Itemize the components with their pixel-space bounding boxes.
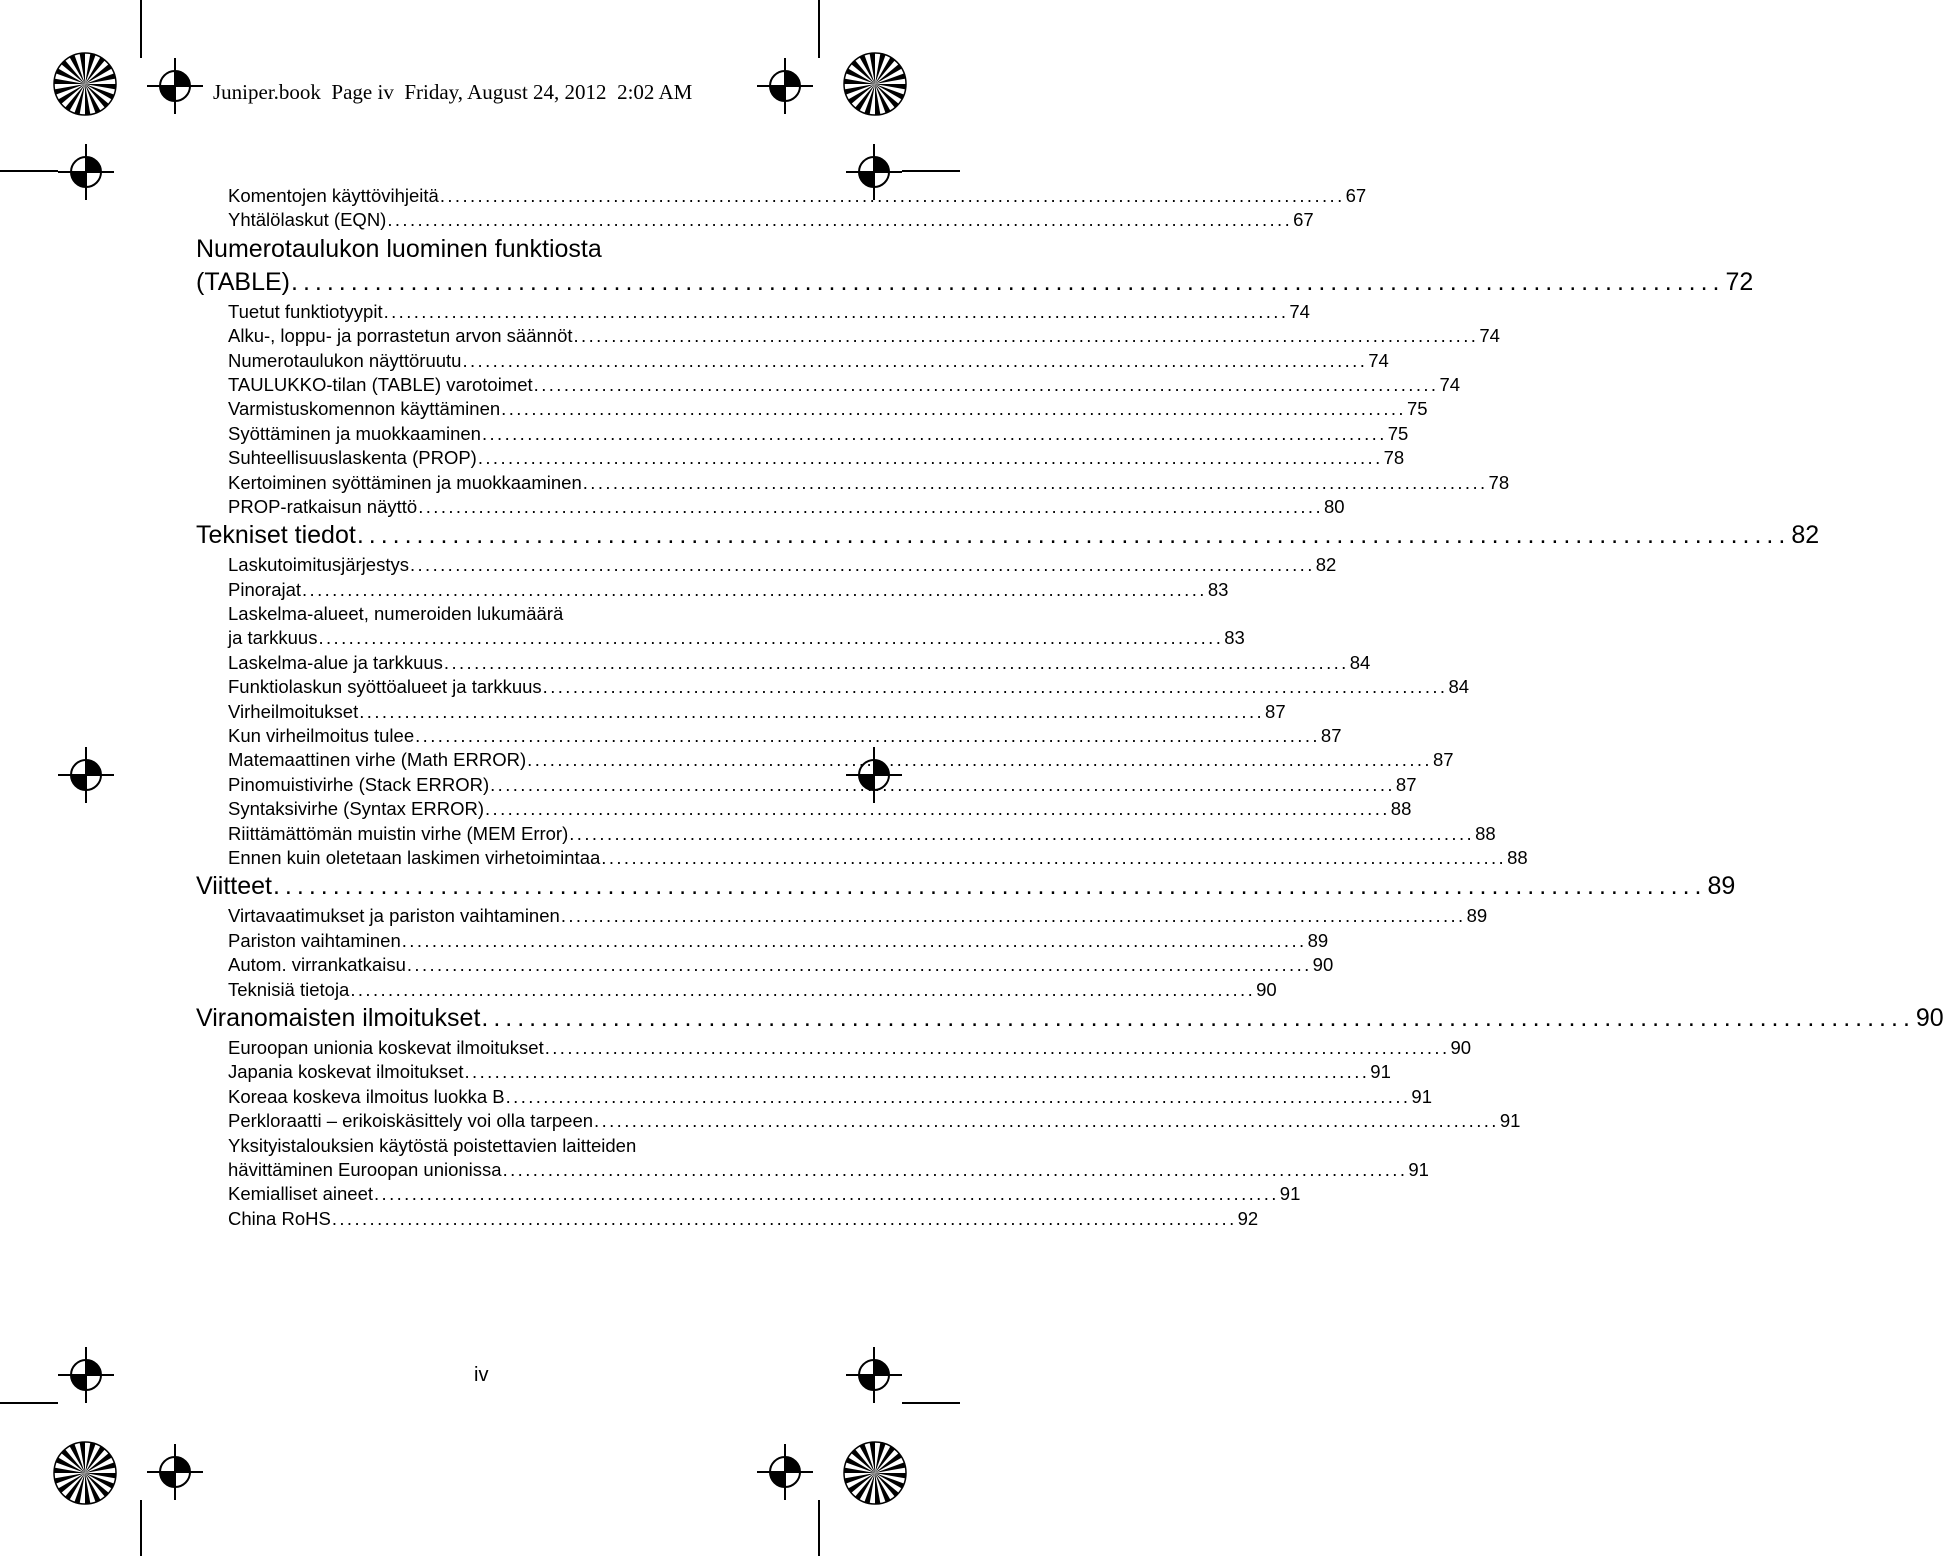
toc-section-entry[interactable]	[196, 846, 1528, 870]
toc-entry-title: Kemialliset aineet	[228, 1183, 373, 1205]
toc-dot-leader: ........................................................................................................................	[401, 929, 1307, 951]
toc-entry-title: Euroopan unionia koskevat ilmoitukset	[228, 1036, 544, 1058]
toc-entry-title: Virheilmoitukset	[228, 700, 359, 722]
toc-dot-leader: ........................................................................................................................	[302, 578, 1207, 600]
toc-dot-leader: ........................................................................................................................	[490, 773, 1395, 795]
toc-section-entry[interactable]	[196, 1182, 1301, 1206]
toc-dot-leader: ........................................................................................................................	[418, 495, 1323, 517]
toc-page-number: 78	[1488, 471, 1510, 493]
page-number: iv	[474, 1364, 489, 1386]
toc-section-entry[interactable]	[196, 929, 1329, 953]
toc-section-entry[interactable]	[196, 1158, 1429, 1182]
toc-dot-leader: ........................................................................................................................	[582, 471, 1488, 493]
toc-page-number: 83	[1224, 627, 1245, 649]
slug-line	[213, 80, 692, 105]
toc-entry-title: Laskelma-alue ja tarkkuus	[228, 651, 443, 673]
toc-page-number: 80	[1324, 495, 1345, 517]
toc-dot-leader: ........................................................................................................................	[359, 700, 1265, 722]
toc-dot-leader: ........................................................................................................................	[477, 447, 1383, 469]
toc-entry-title: Pariston vaihtaminen	[228, 929, 401, 951]
toc-entry-title: Laskelma-alueet, numeroiden lukumäärä	[228, 603, 564, 625]
toc-section-entry[interactable]	[196, 797, 1412, 821]
toc-page-number: 67	[1345, 185, 1367, 206]
toc-entry-title: Pinorajat	[228, 578, 302, 600]
registration-crosshair-icon	[58, 1347, 114, 1403]
toc-entry-title: Komentojen käyttövihjeitä	[228, 185, 439, 206]
toc-entry-title: Autom. virrankatkaisu	[228, 954, 406, 976]
toc-entry-title: Numerotaulukon luominen funktiosta	[196, 234, 602, 263]
registration-crosshair-icon	[757, 1444, 813, 1500]
toc-section-entry[interactable]	[196, 1134, 784, 1158]
toc-entry-title: Alku-, loppu- ja porrastetun arvon säännöt	[228, 325, 573, 347]
toc-entry-title: Matemaattinen virhe (Math ERROR)	[228, 749, 527, 771]
toc-section-entry[interactable]	[196, 953, 1334, 977]
toc-page-number: 91	[1408, 1158, 1429, 1180]
toc-page-number: 74	[1439, 373, 1461, 395]
toc-section-entry[interactable]	[196, 349, 1389, 373]
toc-entry-title: Perkloraatti – erikoiskäsittely voi olla tarpeen	[228, 1110, 594, 1132]
toc-page-number: 87	[1395, 773, 1417, 795]
toc-chapter-entry[interactable]	[196, 519, 1820, 553]
toc-page-number: 88	[1390, 798, 1412, 820]
toc-entry-title: ja tarkkuus	[228, 627, 318, 649]
registration-starburst-icon	[52, 1440, 118, 1506]
registration-crosshair-icon	[757, 58, 813, 114]
toc-entry-title: China RoHS	[228, 1207, 331, 1229]
toc-page-number: 74	[1479, 325, 1500, 347]
toc-entry-title: Virtavaatimukset ja pariston vaihtaminen	[228, 905, 560, 927]
toc-dot-leader: ........................................................................................................................	[374, 1183, 1279, 1205]
toc-section-entry[interactable]	[196, 748, 1454, 772]
toc-page-number: 82	[1315, 554, 1337, 576]
toc-chapter-entry[interactable]	[196, 266, 1754, 300]
toc-section-entry[interactable]	[196, 397, 1428, 421]
toc-dot-leader: ........................................................................................................................	[481, 422, 1387, 444]
toc-entry-title: Syntaksivirhe (Syntax ERROR)	[228, 798, 484, 820]
toc-dot-leader: ........................................................................................................................	[272, 872, 1707, 901]
registration-starburst-icon	[842, 51, 908, 117]
toc-page-number: 75	[1387, 422, 1409, 444]
toc-section-entry[interactable]	[196, 1036, 1472, 1060]
toc-dot-leader: ........................................................................................................................	[569, 822, 1475, 844]
toc-entry-title: PROP-ratkaisun näyttö	[228, 495, 418, 517]
toc-page-number: 84	[1349, 651, 1371, 673]
crop-mark	[140, 0, 142, 58]
toc-section-entry[interactable]	[196, 324, 1500, 348]
toc-dot-leader: ........................................................................................................................	[527, 749, 1432, 771]
toc-dot-leader: ........................................................................................................................	[594, 1110, 1499, 1132]
crop-mark	[902, 1402, 960, 1404]
toc-dot-leader: ........................................................................................................................	[383, 300, 1289, 322]
toc-page-number: 87	[1320, 725, 1342, 747]
toc-section-entry[interactable]	[196, 675, 1470, 699]
toc-dot-leader: ........................................................................................................................	[501, 398, 1406, 420]
toc-page-number: 91	[1370, 1061, 1391, 1083]
toc-page-number: 89	[1466, 905, 1488, 927]
toc-dot-leader: ........................................................................................................................	[331, 1207, 1237, 1229]
toc-page-number: 75	[1406, 398, 1428, 420]
toc-dot-leader: ........................................................................................................................	[356, 521, 1791, 550]
toc-page-number: 90	[1312, 954, 1334, 976]
registration-crosshair-icon	[58, 747, 114, 803]
toc-page-number: 89	[1307, 929, 1329, 951]
toc-page-number: 88	[1507, 846, 1528, 868]
toc-page-number: 82	[1791, 521, 1820, 550]
crop-mark	[902, 170, 960, 172]
toc-entry-title: Kertoiminen syöttäminen ja muokkaaminen	[228, 471, 582, 493]
slug-file: Juniper.book	[213, 80, 321, 104]
toc-entry-title: Syöttäminen ja muokkaaminen	[228, 422, 481, 444]
toc-dot-leader: ........................................................................................................................	[443, 651, 1349, 673]
toc-section-entry[interactable]	[196, 184, 1367, 208]
toc-entry-title: Yhtälölaskut (EQN)	[228, 209, 387, 231]
toc-dot-leader: ........................................................................................................................	[573, 325, 1479, 347]
toc-dot-leader: ........................................................................................................................	[533, 373, 1439, 395]
crop-mark	[140, 1500, 142, 1556]
toc-page-number: 92	[1237, 1207, 1259, 1229]
toc-chapter-entry[interactable]	[196, 870, 1736, 904]
toc-entry-title: hävittäminen Euroopan unionissa	[228, 1158, 502, 1180]
toc-section-entry[interactable]	[196, 553, 1337, 577]
registration-crosshair-icon	[58, 144, 114, 200]
toc-dot-leader: ........................................................................................................................	[601, 846, 1507, 868]
toc-entry-title: Kun virheilmoitus tulee	[228, 725, 415, 747]
toc-entry-title: Funktiolaskun syöttöalueet ja tarkkuus	[228, 676, 542, 698]
toc-page-number: 74	[1368, 349, 1389, 371]
toc-entry-title: Tuetut funktiotyypit	[228, 300, 383, 322]
toc-dot-leader: ........................................................................................................................	[505, 1085, 1411, 1107]
toc-dot-leader: ........................................................................................................................	[439, 185, 1345, 206]
toc-chapter-entry[interactable]	[196, 233, 784, 266]
toc-entry-title: Japania koskevat ilmoitukset	[228, 1061, 464, 1083]
toc-page-number: 83	[1207, 578, 1229, 600]
toc-entry-title: Pinomuistivirhe (Stack ERROR)	[228, 773, 490, 795]
registration-starburst-icon	[842, 1440, 908, 1506]
toc-entry-title: Yksityistalouksien käytöstä poistettavien laitteiden	[228, 1134, 637, 1156]
toc-section-entry[interactable]	[196, 578, 1229, 602]
toc-page-number: 87	[1432, 749, 1454, 771]
toc-page-number: 90	[1915, 1003, 1944, 1032]
toc-section-entry[interactable]	[196, 300, 1310, 324]
toc-dot-leader: ........................................................................................................................	[481, 1003, 1915, 1032]
toc-dot-leader: ........................................................................................................................	[387, 209, 1293, 231]
toc-entry-title: Koreaa koskeva ilmoitus luokka B	[228, 1085, 505, 1107]
toc-entry-title: Teknisiä tietoja	[228, 978, 350, 1000]
toc-section-entry[interactable]	[196, 822, 1496, 846]
toc-dot-leader: ........................................................................................................................	[291, 267, 1725, 296]
toc-dot-leader: ........................................................................................................................	[409, 554, 1315, 576]
toc-dot-leader: ........................................................................................................................	[542, 676, 1448, 698]
toc-section-entry[interactable]	[196, 1207, 1259, 1231]
crop-mark	[0, 170, 58, 172]
slug-page-label: Page iv	[331, 80, 394, 104]
toc-entry-title: Varmistuskomennon käyttäminen	[228, 398, 501, 420]
toc-page-number: 87	[1265, 700, 1286, 722]
toc-dot-leader: ........................................................................................................................	[318, 627, 1224, 649]
toc-dot-leader: ........................................................................................................................	[406, 954, 1312, 976]
toc-section-entry[interactable]	[196, 773, 1417, 797]
toc-page-number: 84	[1448, 676, 1470, 698]
toc-section-entry[interactable]	[196, 495, 1345, 519]
toc-entry-title: Viitteet	[196, 872, 272, 901]
toc-dot-leader: ........................................................................................................................	[544, 1036, 1450, 1058]
toc-section-entry[interactable]	[196, 1085, 1432, 1109]
registration-crosshair-icon	[846, 1347, 902, 1403]
toc-page-number: 89	[1707, 872, 1736, 901]
toc-section-entry[interactable]	[196, 978, 1277, 1002]
toc-section-entry[interactable]	[196, 651, 1371, 675]
toc-dot-leader: ........................................................................................................................	[560, 905, 1466, 927]
toc-entry-title: TAULUKKO-tilan (TABLE) varotoimet	[228, 373, 533, 395]
crop-mark	[818, 1500, 820, 1556]
toc-section-entry[interactable]	[196, 1060, 1391, 1084]
toc-section-entry[interactable]	[196, 626, 1245, 650]
toc-entry-title: Riittämättömän muistin virhe (MEM Error)	[228, 822, 569, 844]
toc-dot-leader: ........................................................................................................................	[502, 1158, 1408, 1180]
toc-entry-title: Numerotaulukon näyttöruutu	[228, 349, 462, 371]
crop-mark	[818, 0, 820, 58]
toc-dot-leader: ........................................................................................................................	[350, 978, 1256, 1000]
toc-section-entry[interactable]	[196, 373, 1461, 397]
toc-page-number: 90	[1450, 1036, 1472, 1058]
registration-starburst-icon	[52, 51, 118, 117]
toc-page-number: 67	[1293, 209, 1314, 231]
toc-section-entry[interactable]	[196, 208, 1314, 232]
toc-page-number: 91	[1411, 1085, 1432, 1107]
slug-date: Friday, August 24, 2012	[404, 80, 607, 104]
toc-entry-title: Suhteellisuuslaskenta (PROP)	[228, 447, 477, 469]
toc-entry-title: (TABLE)	[196, 267, 290, 296]
toc-dot-leader: ........................................................................................................................	[462, 349, 1368, 371]
slug-time: 2:02 AM	[617, 80, 693, 104]
toc-entry-title: Viranomaisten ilmoitukset	[196, 1003, 481, 1032]
toc-page-number: 90	[1256, 978, 1277, 1000]
toc-page-number: 91	[1279, 1183, 1301, 1205]
toc-entry-title: Laskutoimitusjärjestys	[228, 554, 409, 576]
toc-section-entry[interactable]	[196, 1109, 1521, 1133]
toc-dot-leader: ........................................................................................................................	[464, 1061, 1370, 1083]
toc-section-entry[interactable]	[196, 422, 1409, 446]
toc-dot-leader: ........................................................................................................................	[484, 798, 1390, 820]
toc-page-number: 74	[1289, 300, 1310, 322]
toc-section-entry[interactable]	[196, 602, 784, 626]
toc-entry-title: Tekniset tiedot	[196, 521, 356, 550]
toc-page-number: 78	[1383, 447, 1405, 469]
toc-entry-title: Ennen kuin oletetaan laskimen virhetoimintaa	[228, 846, 601, 868]
toc-page-number: 88	[1475, 822, 1496, 844]
registration-crosshair-icon	[147, 58, 203, 114]
toc-section-entry[interactable]	[196, 904, 1488, 928]
toc-section-entry[interactable]	[196, 724, 1342, 748]
table-of-contents	[196, 184, 1944, 1231]
toc-section-entry[interactable]	[196, 446, 1405, 470]
toc-chapter-entry[interactable]	[196, 1002, 1944, 1036]
toc-page-number: 91	[1499, 1110, 1521, 1132]
toc-page-number: 72	[1725, 267, 1754, 296]
toc-section-entry[interactable]	[196, 471, 1510, 495]
toc-dot-leader: ........................................................................................................................	[415, 725, 1320, 747]
crop-mark	[0, 1402, 58, 1404]
registration-crosshair-icon	[147, 1444, 203, 1500]
toc-section-entry[interactable]	[196, 700, 1286, 724]
